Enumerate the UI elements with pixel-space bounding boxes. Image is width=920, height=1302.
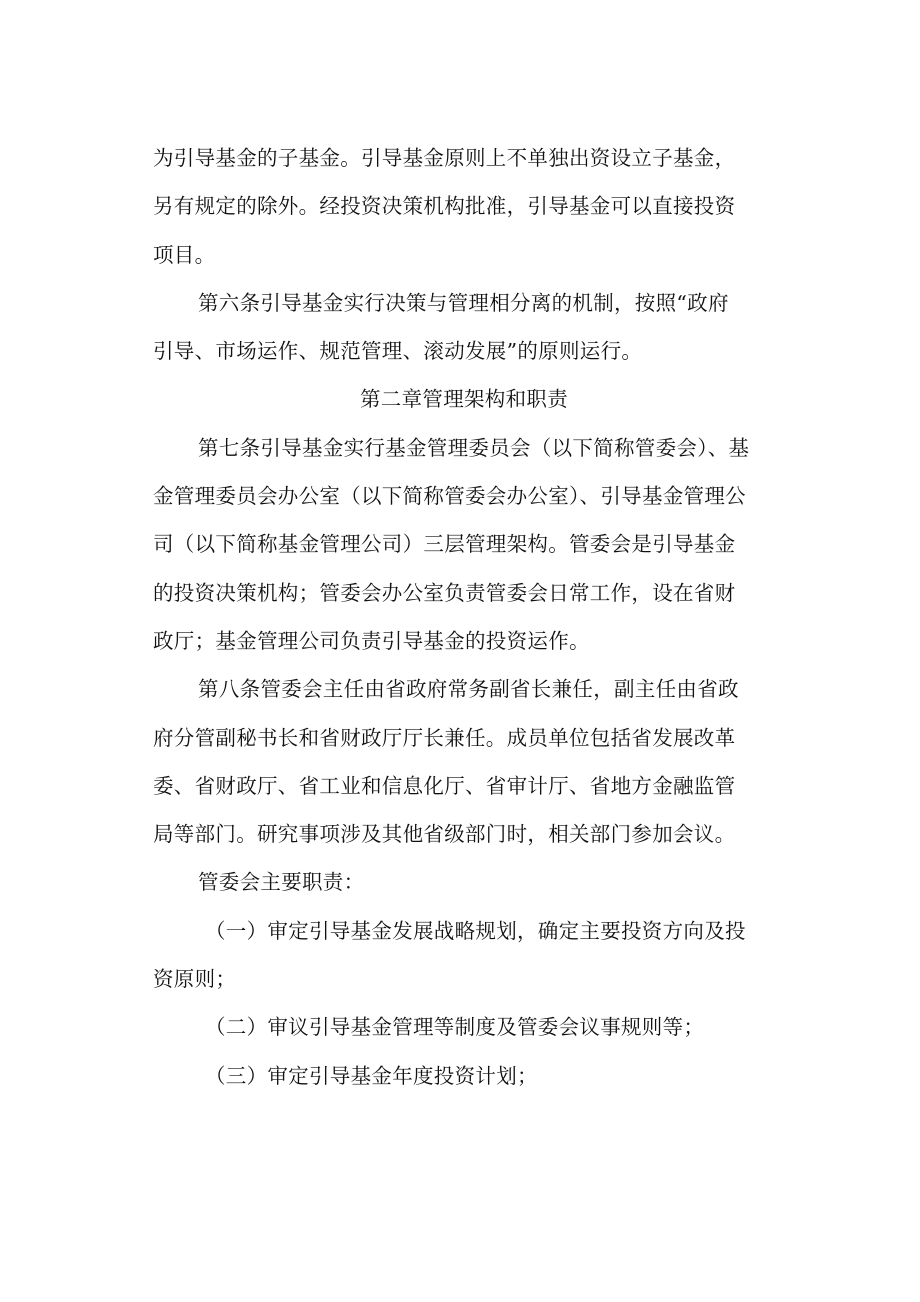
- chapter-heading: 第二章管理架构和职责: [360, 387, 568, 412]
- paragraph-line: 的投资决策机构；管委会办公室负责管委会日常工作，设在省财: [153, 580, 736, 605]
- paragraph-line: 政厅；基金管理公司负责引导基金的投资运作。: [153, 628, 590, 653]
- paragraph-line: 局等部门。研究事项涉及其他省级部门时，相关部门参加会议。: [153, 822, 736, 847]
- paragraph-line: 委、省财政厅、省工业和信息化厅、省审计厅、省地方金融监管: [153, 773, 736, 798]
- article-7-line: 第七条引导基金实行基金管理委员会（以下简称管委会）、基: [198, 435, 750, 460]
- paragraph-line: 司（以下简称基金管理公司）三层管理架构。管委会是引导基金: [153, 532, 736, 557]
- paragraph-line: 金管理委员会办公室（以下简称管委会办公室）、引导基金管理公: [153, 484, 746, 509]
- article-6-line: 第六条引导基金实行决策与管理相分离的机制，按照“政府: [198, 290, 729, 315]
- duty-item-2: （二）审议引导基金管理等制度及管委会议事规则等；: [205, 1015, 705, 1040]
- article-8-line: 第八条管委会主任由省政府常务副省长兼任，副主任由省政: [198, 677, 739, 702]
- duty-item-1: （一）审定引导基金发展战略规划，确定主要投资方向及投: [205, 918, 746, 943]
- duties-heading: 管委会主要职责：: [198, 870, 365, 895]
- paragraph-line: 府分管副秘书长和省财政厅厅长兼任。成员单位包括省发展改革: [153, 725, 736, 750]
- paragraph-line: 另有规定的除外。经投资决策机构批准，引导基金可以直接投资: [153, 194, 736, 219]
- document-body: [153, 134, 775, 1100]
- paragraph-line: 引导、市场运作、规范管理、滚动发展”的原则运行。: [153, 339, 643, 364]
- duty-item-3: （三）审定引导基金年度投资计划；: [205, 1063, 538, 1088]
- paragraph-line: 资原则；: [153, 967, 237, 992]
- paragraph-line: 为引导基金的子基金。引导基金原则上不单独出资设立子基金，: [153, 146, 736, 170]
- paragraph-line: 项目。: [153, 242, 216, 267]
